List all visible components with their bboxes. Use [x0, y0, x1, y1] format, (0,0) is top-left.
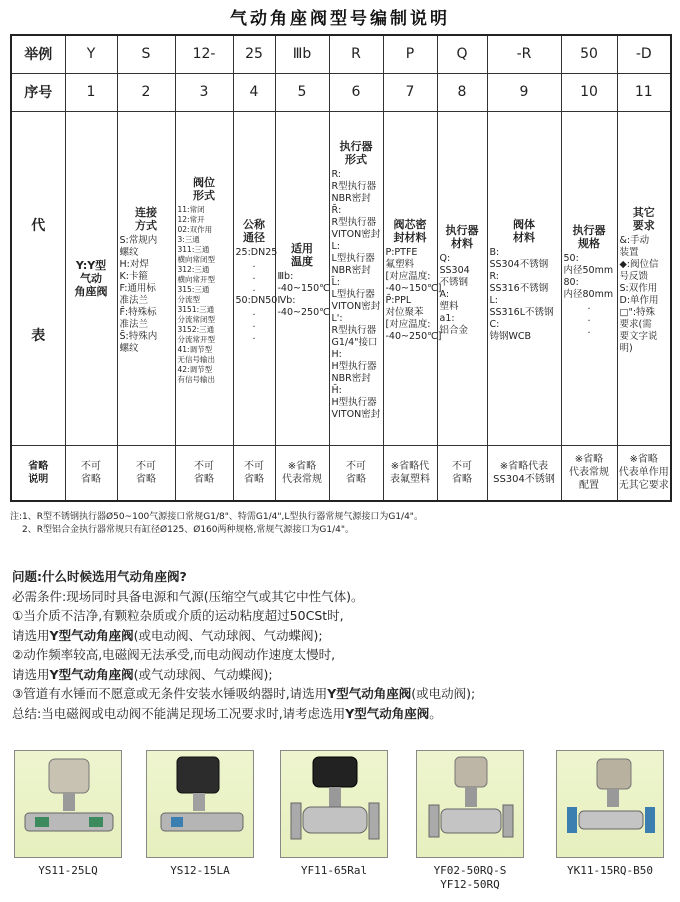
column-item: . [252, 318, 256, 330]
column-item: G1/4"接口 [331, 336, 378, 348]
column-item: H: [331, 348, 342, 360]
column-item: 311:三通 [177, 244, 210, 254]
column-item: R型执行器 [331, 180, 377, 192]
column-item: 41:调节型 [177, 344, 213, 354]
column-header: 其它 要求 [632, 205, 655, 232]
omission-line: 配置 [579, 480, 599, 492]
column-item: F:通用标 [119, 282, 156, 294]
column-item: S̄:特殊内 [119, 330, 158, 342]
column-item: [对应温度: [385, 270, 431, 282]
example-cell: Y [65, 35, 117, 73]
code-column [233, 111, 278, 445]
column-item: 号反馈 [619, 270, 649, 282]
column-item: -40~150℃ [277, 282, 330, 294]
column-item: 氟塑料 [385, 258, 415, 270]
column-item: . [252, 258, 256, 270]
qa-answer [12, 587, 672, 724]
omission-cell [561, 445, 617, 501]
code-column [383, 111, 442, 445]
omission-line: 代表常规 [569, 467, 609, 479]
omission-line: 不可 [244, 460, 264, 472]
omission-line: SS304不锈钢 [493, 473, 555, 485]
sequence-row [11, 73, 671, 111]
qa-line [12, 704, 672, 724]
omission-cell [383, 445, 437, 501]
omission-line: ※省略代表 [499, 460, 549, 472]
column-item: 要求(需 [619, 318, 652, 330]
product-caption-line: YF02-50RQ-S [433, 864, 507, 877]
omission-line: ※省略 [287, 460, 317, 472]
angle-seat-valve-icon [15, 751, 122, 858]
column-item: -40~250℃ [277, 306, 330, 318]
column-item: 有信号输出 [177, 374, 215, 384]
product-caption: YS11-25LQ [38, 864, 98, 877]
column-item: 分流型 [177, 294, 200, 304]
example-cell: 25 [233, 35, 275, 73]
column-item: R̄: [331, 204, 342, 216]
column-item: . [252, 270, 256, 282]
qa-text: 必需条件:现场同时具备电源和气源(压缩空气或其它中性气体)。 [12, 588, 364, 604]
omission-cell [437, 445, 487, 501]
example-cell: R [329, 35, 383, 73]
example-cell: -D [617, 35, 671, 73]
omission-line: 省略 [81, 473, 101, 485]
sequence-cell: 9 [487, 73, 561, 111]
code-column [617, 111, 671, 445]
column-item: R型执行器 [331, 324, 377, 336]
code-column [329, 111, 383, 445]
product-photo [280, 750, 388, 858]
product-caption-line: YF12-50RQ [440, 878, 500, 891]
column-item: 明) [619, 342, 633, 354]
column-item: 铝合金 [439, 324, 469, 336]
qa-line [12, 645, 672, 665]
qa-text: ③管道有水锤而不愿意或无条件安装水锤吸纳器时,请选用 [12, 686, 328, 701]
code-column [117, 111, 175, 445]
flanged-valve-icon [557, 751, 664, 858]
column-header: 阀位 形式 [193, 175, 215, 202]
example-cell: S [117, 35, 175, 73]
qa-line [12, 587, 672, 607]
column-item: 横向常闭型 [177, 254, 215, 264]
example-row-label: 举例 [11, 35, 65, 73]
omission-label-line: 说明 [28, 473, 49, 485]
omission-cell [275, 445, 329, 501]
sequence-cell: 5 [275, 73, 329, 111]
column-item: . [252, 306, 256, 318]
omission-line: 不可 [136, 460, 156, 472]
column-item: SS304不锈钢 [489, 258, 549, 270]
example-cell: P [383, 35, 437, 73]
column-item: L': [331, 312, 343, 324]
column-item: F̄:特殊标 [119, 306, 157, 318]
column-item: P:PTFE [385, 246, 418, 258]
column-item: S:常规内 [119, 234, 158, 246]
qa-text: 。 [429, 705, 442, 721]
column-item: &:手动 [619, 234, 650, 246]
sequence-cell: 10 [561, 73, 617, 111]
omission-cell [65, 445, 117, 501]
column-header: 阀芯密 封材料 [393, 217, 427, 244]
omission-cell [329, 445, 383, 501]
flanged-valve-icon [281, 751, 388, 858]
qa-highlight: Y型气动角座阀 [327, 686, 412, 701]
column-item: 螺纹 [119, 246, 139, 258]
column-item: H̄: [331, 384, 342, 396]
column-item: 02:双作用 [177, 224, 213, 234]
column-item: . [252, 330, 256, 342]
qa-line [12, 684, 672, 704]
column-item: 80: [563, 276, 579, 288]
sequence-cell: 8 [437, 73, 487, 111]
product-caption: YS12-15LA [170, 864, 230, 877]
column-item: H:对焊 [119, 258, 149, 270]
omission-cell [175, 445, 233, 501]
column-item: VITON密封 [331, 408, 381, 420]
omission-line: ※省略代 [390, 460, 430, 472]
column-item: 准法兰 [119, 294, 149, 306]
representation-row-label [11, 111, 65, 445]
column-item: NBR密封 [331, 192, 371, 204]
column-item: 铸钢WCB [489, 330, 532, 342]
column-item: L̄: [331, 276, 340, 288]
column-item: 内径80mm [563, 288, 614, 300]
column-item: 3151:三通 [177, 304, 215, 314]
example-cell: -R [487, 35, 561, 73]
column-item: . [252, 282, 256, 294]
code-column [175, 111, 233, 445]
column-item: VITON密封 [331, 228, 381, 240]
column-item: 12:常开 [177, 214, 205, 224]
representation-row [11, 111, 671, 445]
product-photo [416, 750, 524, 858]
column-item: R型执行器 [331, 216, 377, 228]
column-item: Ⅲb: [277, 270, 294, 282]
column-item: 50: [563, 252, 579, 264]
column-item: 无信号输出 [177, 354, 215, 364]
column-item: C: [489, 318, 500, 330]
column-item: 分流常闭型 [177, 314, 215, 324]
product-photo [14, 750, 122, 858]
product-caption: YK11-15RQ-B50 [566, 864, 654, 877]
omission-line: ※省略 [629, 454, 658, 466]
code-column [561, 111, 617, 445]
column-item: □":特殊 [619, 306, 656, 318]
omission-cell [117, 445, 175, 501]
sequence-cell: 4 [233, 73, 275, 111]
flanged-valve-icon [417, 751, 524, 858]
sequence-cell: 2 [117, 73, 175, 111]
column-item: 3:三通 [177, 234, 200, 244]
omission-cell [487, 445, 561, 501]
sequence-row-label: 序号 [11, 73, 65, 111]
column-item: SS316L不锈钢 [489, 306, 554, 318]
column-item: 螺纹 [119, 342, 139, 354]
column-item: 不锈钢 [439, 276, 469, 288]
code-column [275, 111, 329, 445]
qa-section [12, 567, 672, 723]
omission-line: 代表常规 [282, 473, 322, 485]
qa-question: 问题:什么时候选用气动角座阀? [12, 569, 187, 584]
column-item: L型执行器 [331, 288, 375, 300]
qa-text: (或气动球阀、气动蝶阀); [133, 666, 273, 682]
sequence-cell: 6 [329, 73, 383, 111]
column-item: S:双作用 [619, 282, 658, 294]
column-item: 要文字说 [619, 330, 658, 342]
column-item: D:单作用 [619, 294, 659, 306]
code-column [65, 111, 117, 445]
omission-line: 不可 [81, 460, 101, 472]
example-row [11, 35, 671, 73]
column-item: R: [489, 270, 500, 282]
column-item: L: [489, 294, 498, 306]
column-item: NBR密封 [331, 264, 371, 276]
rep-label-top: 代 [31, 218, 46, 234]
column-item: R: [331, 168, 342, 180]
qa-text: ①当介质不洁净,有颗粒杂质或介质的运动粘度超过50CSt时, [12, 608, 344, 623]
sequence-cell: 1 [65, 73, 117, 111]
qa-text: (或电动阀、气动球阀、气动蝶阀); [133, 627, 323, 643]
qa-highlight: Y型气动角座阀 [49, 666, 134, 682]
omission-line: 代表单作用 [618, 467, 669, 479]
product-caption [405, 864, 535, 892]
column-item: 对位聚苯 [385, 306, 424, 318]
column-header: 阀体 材料 [513, 217, 535, 244]
omission-line: 省略 [136, 473, 156, 485]
product-caption: YF11-65Ral [300, 864, 368, 877]
footnote-line: 2、R型铝合金执行器常规只有缸径Ø125、Ø160两种规格,常规气源接口为G1/4"。 [22, 525, 354, 535]
footnote-line: 注:1、R型不锈钢执行器Ø50~100气源接口常规G1/8"、特需G1/4",L型执行器常规气源接口为G1/4"。 [10, 512, 423, 522]
code-column [437, 111, 487, 445]
product-photo [556, 750, 664, 858]
column-header: 执行器 形式 [339, 139, 373, 166]
column-item: 塑料 [439, 300, 459, 312]
column-header: Y:Y型 气动 角座阀 [74, 259, 108, 298]
column-header: 公称 通径 [243, 217, 265, 244]
sequence-cell: 3 [175, 73, 233, 111]
column-item: 准法兰 [119, 318, 149, 330]
column-item: . [587, 300, 591, 312]
column-item: SS316不锈钢 [489, 282, 549, 294]
column-item: 42:调节型 [177, 364, 213, 374]
omission-label-line: 省略 [28, 460, 49, 472]
footnotes [10, 511, 670, 537]
omission-line: 省略 [346, 473, 366, 485]
sequence-cell: 7 [383, 73, 437, 111]
column-item: L: [331, 240, 340, 252]
page-title: 气动角座阀型号编制说明 [230, 9, 450, 29]
qa-highlight: Y型气动角座阀 [345, 705, 430, 721]
qa-line [12, 626, 672, 646]
column-item: Q: [439, 252, 451, 264]
omission-line: 省略 [244, 473, 264, 485]
column-header: 执行器 材料 [445, 223, 479, 250]
column-item: VITON密封 [331, 300, 381, 312]
omission-line: 省略 [194, 473, 214, 485]
column-item: A: [439, 288, 450, 300]
column-item: 50:DN50 [235, 294, 278, 306]
column-item: -40~250℃] [385, 330, 442, 342]
column-item: 3152:三通 [177, 324, 215, 334]
omission-row [11, 445, 671, 501]
column-item: 装置 [619, 246, 639, 258]
angle-seat-valve-icon [147, 751, 254, 858]
column-item: SS304 [439, 264, 470, 276]
qa-text: 请选用 [12, 627, 50, 643]
column-item: 25:DN25 [235, 246, 278, 258]
column-item: 315:三通 [177, 284, 210, 294]
example-cell: 50 [561, 35, 617, 73]
column-item: 11:常闭 [177, 204, 205, 214]
omission-cell [233, 445, 275, 501]
omission-cell [617, 445, 671, 501]
omission-line: ※省略 [574, 454, 604, 466]
code-column [487, 111, 561, 445]
column-item: 内径50mm [563, 264, 614, 276]
column-item: H型执行器 [331, 396, 377, 408]
omission-row-label [11, 445, 65, 501]
column-item: a1: [439, 312, 455, 324]
qa-text: 总结:当电磁阀或电动阀不能满足现场工况要求时,请考虑选用 [12, 705, 346, 721]
column-item: 横向常开型 [177, 274, 215, 284]
omission-line: 省略 [452, 473, 472, 485]
column-item: Ⅳb: [277, 294, 296, 306]
omission-line: 表氟塑料 [390, 473, 430, 485]
column-item: NBR密封 [331, 372, 371, 384]
column-header: 连接 方式 [135, 205, 157, 232]
example-cell: Ⅲb [275, 35, 329, 73]
column-item: H型执行器 [331, 360, 377, 372]
column-header: 执行器 规格 [572, 223, 606, 250]
omission-line: 无其它要求 [618, 480, 669, 492]
qa-highlight: Y型气动角座阀 [49, 627, 134, 643]
omission-line: 不可 [346, 460, 366, 472]
qa-text: ②动作频率较高,电磁阀无法承受,而电动阀动作速度太慢时, [12, 647, 336, 662]
column-item: B: [489, 246, 500, 258]
column-item: P̄:PPL [385, 294, 412, 306]
product-photo [146, 750, 254, 858]
column-item: [对应温度: [385, 318, 431, 330]
column-item: L型执行器 [331, 252, 375, 264]
qa-text: 请选用 [12, 666, 50, 682]
qa-text: (或电动阀); [411, 686, 476, 701]
column-item: ◆:阀位信 [619, 258, 659, 270]
example-cell: Q [437, 35, 487, 73]
omission-line: 不可 [452, 460, 472, 472]
column-item: . [587, 312, 591, 324]
sequence-cell: 11 [617, 73, 671, 111]
model-code-table [10, 34, 672, 502]
omission-line: 不可 [194, 460, 214, 472]
example-cell: 12- [175, 35, 233, 73]
column-header: 适用 温度 [291, 241, 313, 268]
rep-label-bottom: 表 [31, 328, 46, 344]
qa-line [12, 665, 672, 685]
column-item: 分流常开型 [177, 334, 215, 344]
column-item: . [587, 324, 591, 336]
qa-line [12, 606, 672, 626]
column-item: K:卡箍 [119, 270, 148, 282]
column-item: -40~150℃] [385, 282, 442, 294]
column-item: 312:三通 [177, 264, 210, 274]
